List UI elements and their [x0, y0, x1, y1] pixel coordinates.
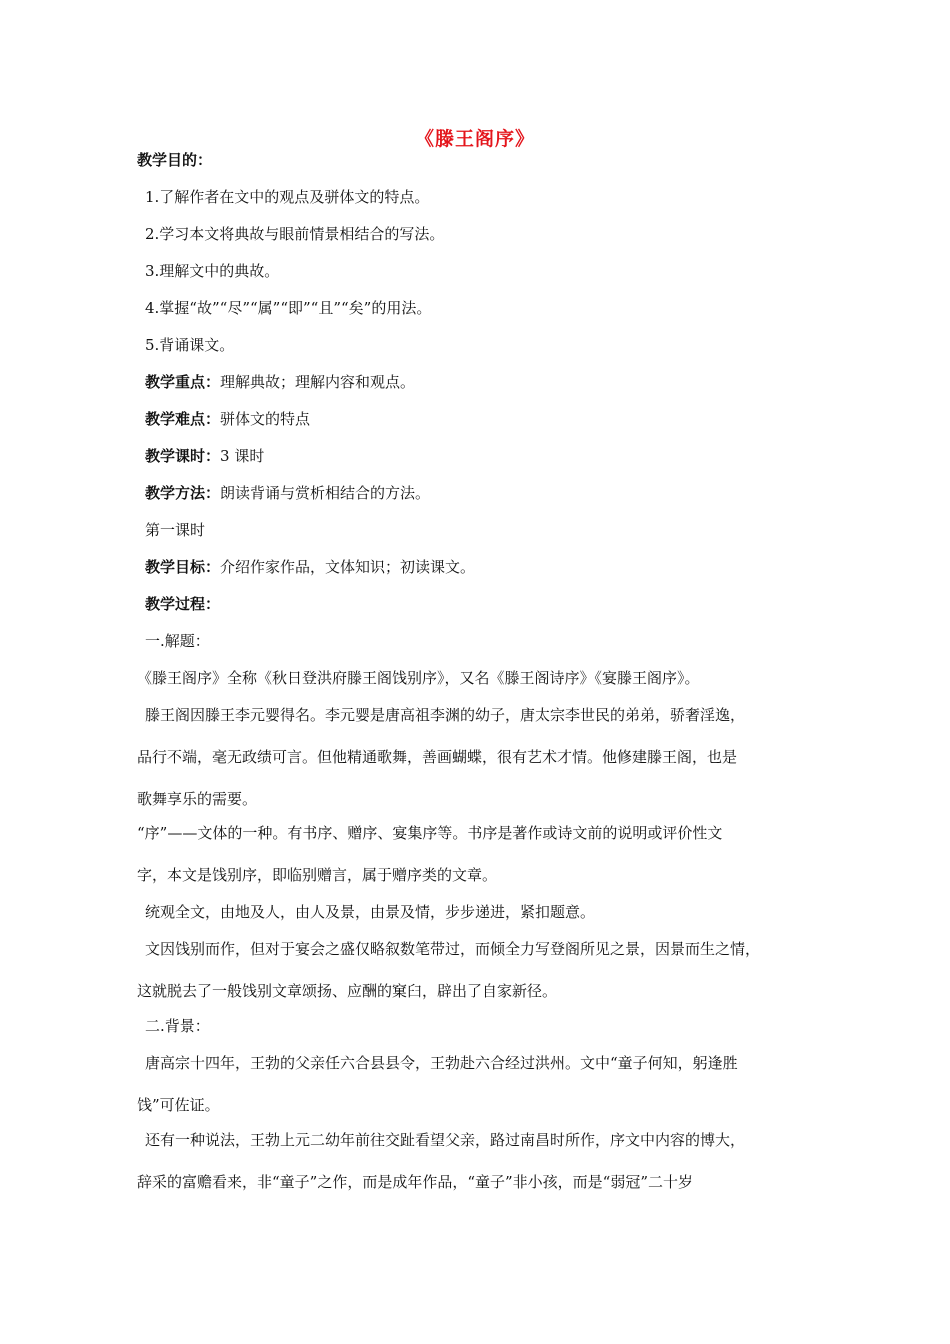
line-text: 2.学习本文将典故与眼前情景相结合的写法。	[145, 225, 445, 243]
line-label: 教学重点：	[145, 373, 221, 391]
line-text: 字，本文是饯别序，即临别赠言，属于赠序类的文章。	[137, 866, 498, 884]
line-label: 教学目的：	[137, 151, 213, 169]
line-label: 教学方法：	[145, 484, 221, 502]
text-line	[145, 939, 760, 959]
line-text: 文因饯别而作，但对于宴会之盛仅略叙数笔带过，而倾全力写登阁所见之景，因景而生之情，	[145, 940, 761, 958]
line-text: 歌舞享乐的需要。	[137, 790, 258, 808]
text-line	[137, 668, 700, 688]
line-text: 唐高宗十四年，王勃的父亲任六合县县令，王勃赴六合经过洪州。文中“童子何知，躬逢胜	[145, 1054, 738, 1072]
line-text: 3 课时	[220, 447, 265, 465]
line-text: 这就脱去了一般饯别文章颂扬、应酬的窠臼，辟出了自家新径。	[137, 982, 558, 1000]
text-line	[145, 446, 264, 466]
line-text: 辞采的富赡看来，非“童子”之作，而是成年作品，“童子”非小孩，而是“弱冠”二十岁	[137, 1173, 694, 1191]
text-line	[137, 1172, 693, 1192]
line-text: 介绍作家作品，文体知识；初读课文。	[220, 558, 476, 576]
text-line	[137, 1095, 220, 1115]
text-line	[145, 335, 234, 355]
line-text: 《滕王阁序》全称《秋日登洪府滕王阁饯别序》，又名《滕王阁诗序》《宴滕王阁序》。	[137, 669, 700, 687]
text-line	[145, 187, 429, 207]
line-text: 滕王阁因滕王李元婴得名。李元婴是唐高祖李渊的幼子，唐太宗李世民的弟弟，骄奢淫逸，	[145, 706, 746, 724]
text-line	[145, 1130, 745, 1150]
text-line	[145, 298, 431, 318]
line-text: 二.背景：	[145, 1017, 210, 1035]
line-text: 骈体文的特点	[220, 410, 311, 428]
text-line	[145, 557, 475, 577]
text-line	[145, 261, 279, 281]
text-line	[145, 483, 430, 503]
text-line	[145, 224, 444, 244]
text-line	[145, 520, 205, 540]
line-label: 教学难点：	[145, 410, 221, 428]
text-line	[145, 409, 310, 429]
document-title: 《滕王阁序》	[414, 128, 535, 150]
line-text: 5.背诵课文。	[145, 336, 235, 354]
text-line	[137, 981, 557, 1001]
text-line	[145, 705, 745, 725]
line-text: 统观全文，由地及人，由人及景，由景及情，步步递进，紧扣题意。	[145, 903, 596, 921]
line-text: 还有一种说法，王勃上元二幼年前往交趾看望父亲，路过南昌时所作，序文中内容的博大，	[145, 1131, 746, 1149]
text-line	[137, 823, 722, 843]
line-label: 教学目标：	[145, 558, 221, 576]
line-text: 朗读背诵与赏析相结合的方法。	[220, 484, 431, 502]
text-line	[137, 747, 737, 767]
line-text: 4.掌握“故”“尽”“属”“即”“且”“矣”的用法。	[145, 299, 432, 317]
text-line	[137, 150, 212, 170]
text-line	[137, 789, 257, 809]
line-text: 品行不端，毫无政绩可言。但他精通歌舞，善画蝴蝶，很有艺术才情。他修建滕王阁，也是	[137, 748, 738, 766]
line-text: 一.解题：	[145, 632, 210, 650]
text-line	[145, 1016, 210, 1036]
line-text: 第一课时	[145, 521, 206, 539]
line-text: “序”——文体的一种。有书序、赠序、宴集序等。书序是著作或诗文前的说明或评价性文	[137, 824, 723, 842]
line-text: 理解典故；理解内容和观点。	[220, 373, 416, 391]
text-line	[137, 865, 497, 885]
line-label: 教学过程：	[145, 595, 221, 613]
line-text: 1.了解作者在文中的观点及骈体文的特点。	[145, 188, 430, 206]
line-text: 饯”可佐证。	[137, 1096, 220, 1114]
line-label: 教学课时：	[145, 447, 221, 465]
text-line	[145, 594, 220, 614]
text-line	[145, 902, 595, 922]
line-text: 3.理解文中的典故。	[145, 262, 280, 280]
text-line	[145, 631, 210, 651]
text-line	[145, 1053, 738, 1073]
text-line	[145, 372, 415, 392]
